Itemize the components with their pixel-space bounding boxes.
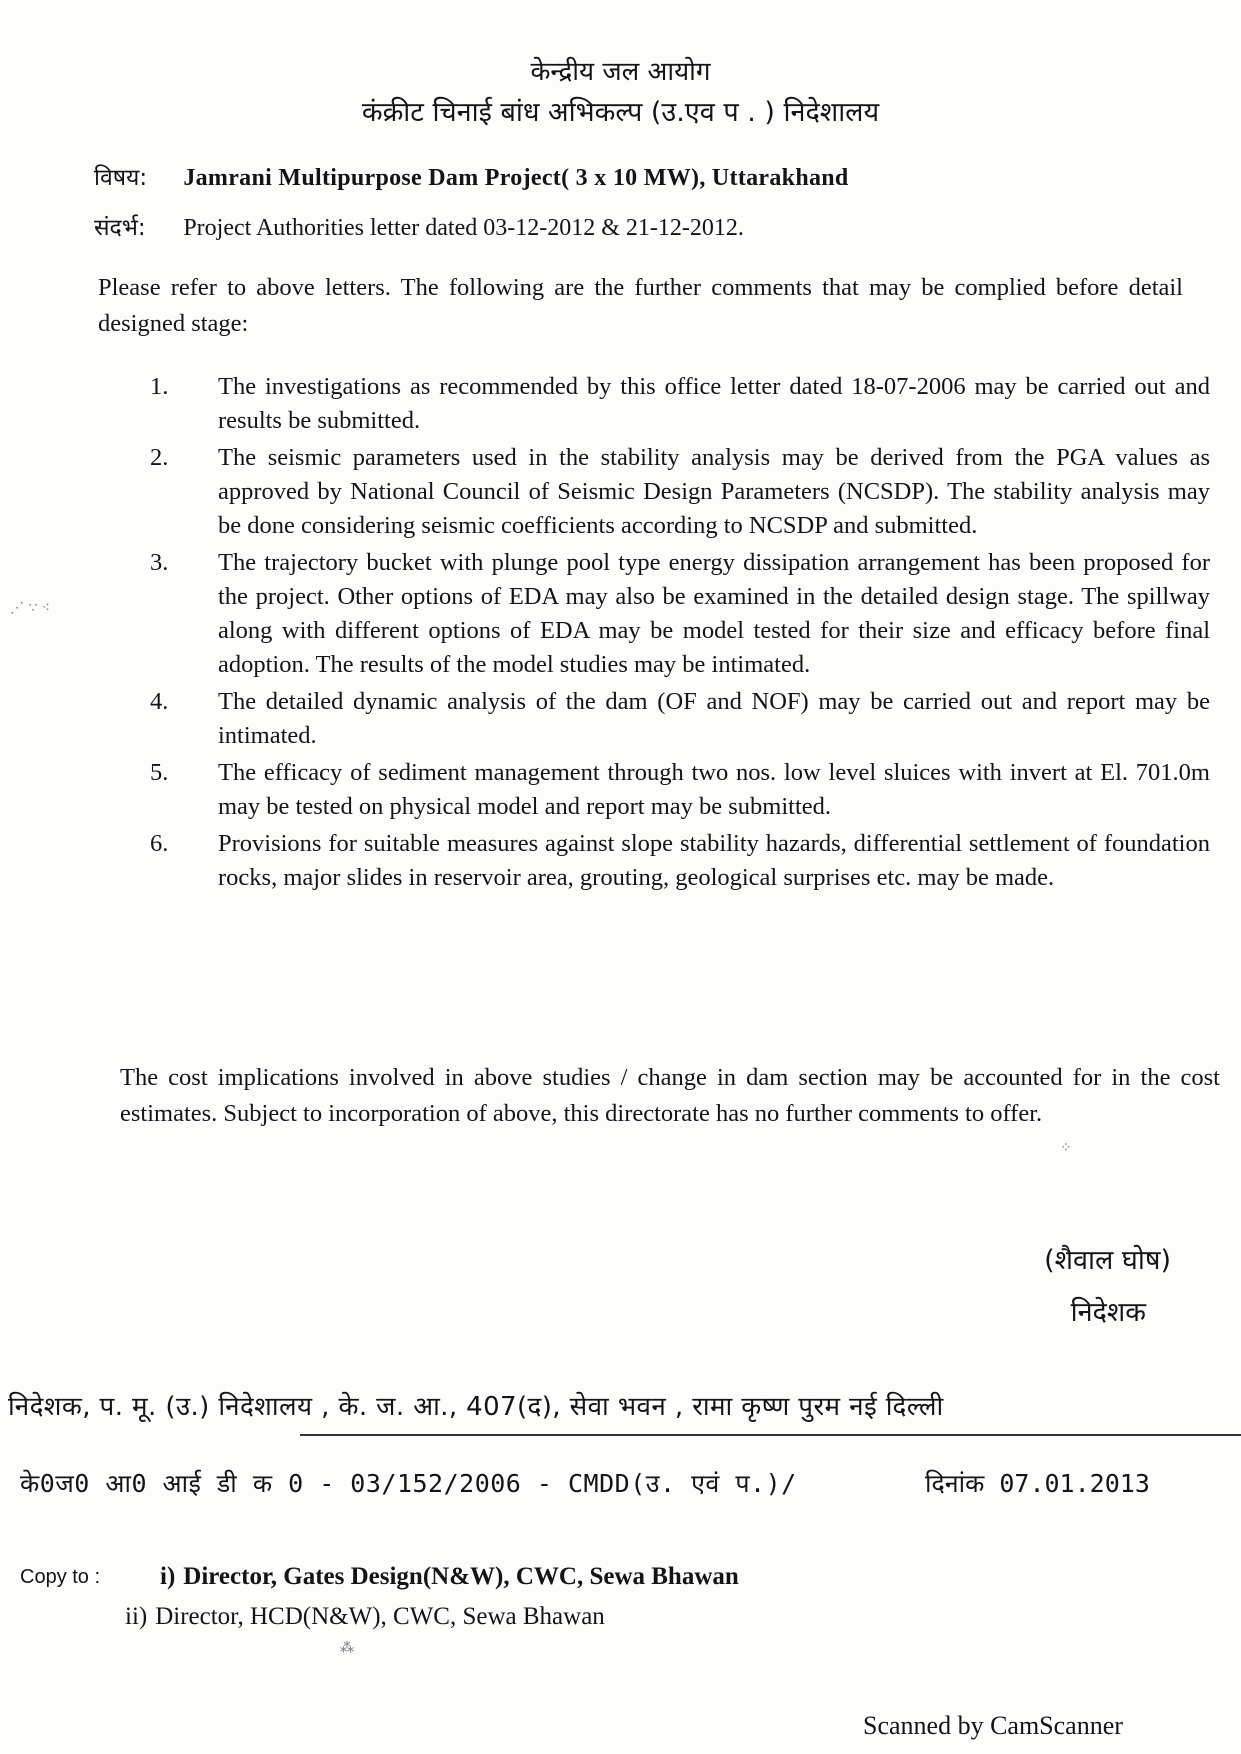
scanner-watermark: Scanned by CamScanner bbox=[863, 1711, 1123, 1740]
comments-list bbox=[150, 370, 1210, 898]
divider bbox=[300, 1434, 1241, 1436]
scan-smudge: ⁘ bbox=[1060, 1140, 1072, 1156]
scan-smudge: ⋰ ∵ ⁖ bbox=[10, 600, 51, 616]
item-number: 4. bbox=[150, 688, 169, 715]
intro-paragraph: Please refer to above letters. The following are the further comments that may be complied before detail designed stage: bbox=[98, 274, 1183, 337]
copy-recipient-text: Director, HCD(N&W), CWC, Sewa Bhawan bbox=[155, 1603, 605, 1630]
office-address: निदेशक, प. मू. (उ.) निदेशालय , के. ज. आ., 407(द), सेवा भवन , रामा कृष्ण पुरम नई दिल्ली bbox=[8, 1392, 944, 1422]
letter-date: दिनांक 07.01.2013 bbox=[925, 1469, 1150, 1498]
copy-recipient-number: ii) bbox=[125, 1603, 148, 1630]
item-number: 6. bbox=[150, 830, 169, 857]
item-number: 3. bbox=[150, 549, 169, 576]
directorate-name: कंक्रीट चिनाई बांध अभिकल्प (उ.एव प . ) निदेशालय bbox=[361, 97, 880, 128]
organization-name: केन्द्रीय जल आयोग bbox=[530, 57, 711, 87]
copy-to-label: Copy to : bbox=[20, 1566, 101, 1588]
list-item bbox=[150, 827, 1210, 895]
closing-paragraph: The cost implications involved in above studies / change in dam section may be accounted for in the cost estimates. Subject to incorporation of above, this directorate has no further comments to offer. bbox=[120, 1064, 1220, 1127]
reference-value: Project Authorities letter dated 03-12-2012 & 21-12-2012. bbox=[183, 215, 744, 241]
signatory-name: (शैवाल घोष) bbox=[1044, 1245, 1171, 1276]
subject-line bbox=[94, 160, 849, 192]
list-item bbox=[150, 546, 1210, 682]
item-text: Provisions for suitable measures against slope stability hazards, differential settlement of foundation rocks, major slides in reservoir area, grouting, geological surprises etc. may be made. bbox=[218, 830, 1210, 891]
subject-value: Jamrani Multipurpose Dam Project( 3 x 10 MW), Uttarakhand bbox=[183, 165, 849, 191]
item-number: 1. bbox=[150, 373, 169, 400]
item-number: 2. bbox=[150, 444, 169, 471]
scan-smudge: ⁂ bbox=[340, 1640, 354, 1656]
copy-recipient bbox=[125, 1603, 605, 1631]
list-item bbox=[150, 756, 1210, 824]
item-text: The efficacy of sediment management through two nos. low level sluices with invert at El. 701.0m may be tested on physical model and report may be submitted. bbox=[218, 759, 1210, 820]
reference-line bbox=[94, 210, 744, 242]
copy-recipient-number: i) bbox=[160, 1563, 176, 1590]
signatory-title: निदेशक bbox=[1070, 1297, 1146, 1328]
list-item bbox=[150, 441, 1210, 543]
item-number: 5. bbox=[150, 759, 169, 786]
reference-label: संदर्भ: bbox=[94, 215, 146, 241]
item-text: The seismic parameters used in the stability analysis may be derived from the PGA values as approved by National Council of Seismic Design Parameters (NCSDP). The stability analysis may be done considering seismic coefficients according to NCSDP and submitted. bbox=[218, 444, 1210, 539]
reference-number: के0ज0 आ0 आई डी क 0 - 03/152/2006 - CMDD(उ. एवं प.)/ bbox=[20, 1469, 797, 1498]
list-item bbox=[150, 370, 1210, 438]
subject-label: विषय: bbox=[94, 165, 148, 191]
copy-recipient-text: Director, Gates Design(N&W), CWC, Sewa Bhawan bbox=[183, 1563, 739, 1590]
copy-recipient bbox=[160, 1563, 739, 1591]
list-item bbox=[150, 685, 1210, 753]
item-text: The detailed dynamic analysis of the dam (OF and NOF) may be carried out and report may be intimated. bbox=[218, 688, 1210, 749]
item-text: The trajectory bucket with plunge pool type energy dissipation arrangement has been proposed for the project. Other options of EDA may also be examined in the detailed design stage. The spillway along with different options of EDA may be model tested for their size and efficacy before final adoption. The results of the model studies may be intimated. bbox=[218, 549, 1210, 678]
item-text: The investigations as recommended by this office letter dated 18-07-2006 may be carried out and results be submitted. bbox=[218, 373, 1210, 434]
